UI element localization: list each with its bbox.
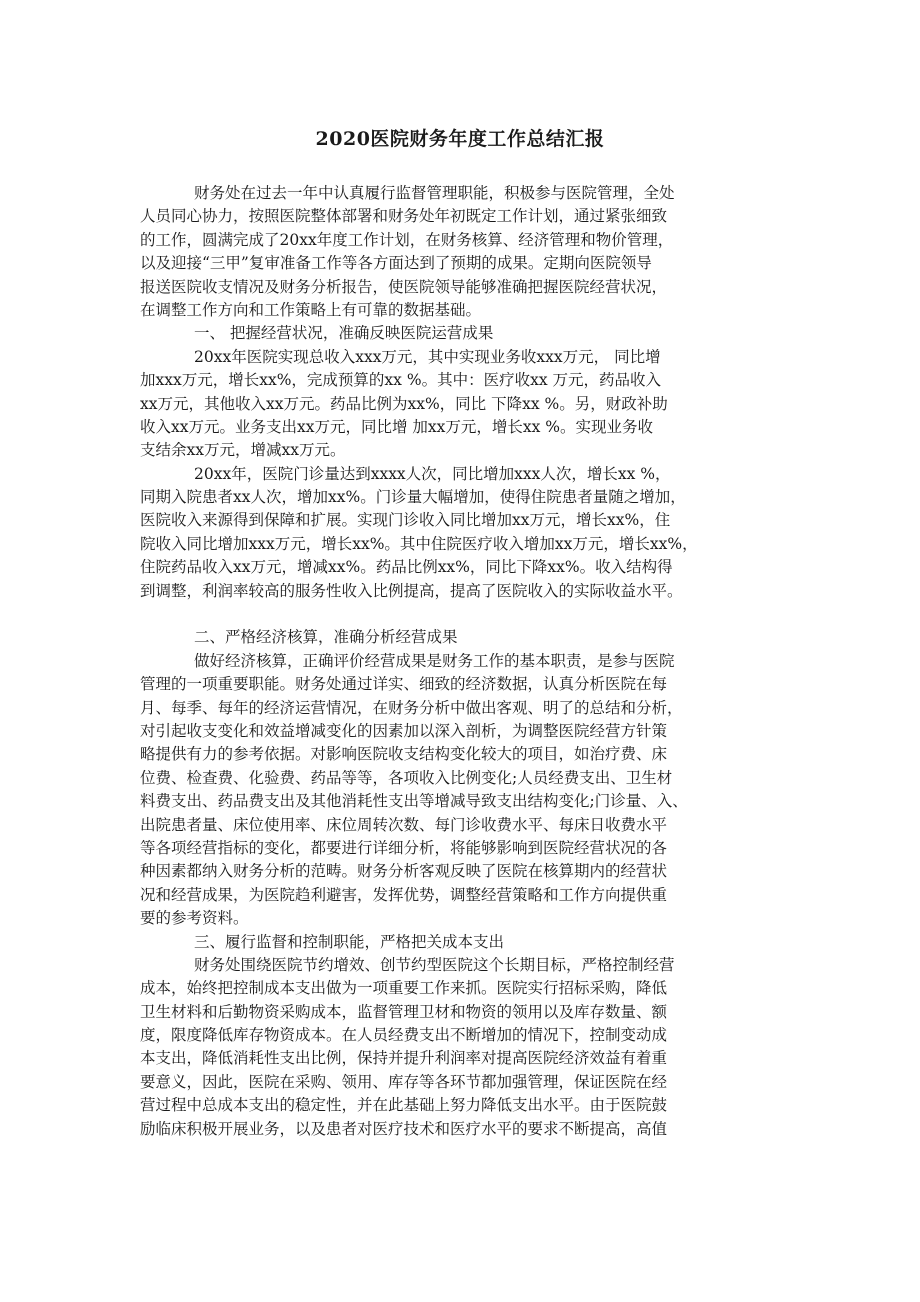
paragraph-line: 出院患者量、床位使用率、床位周转次数、每门诊收费水平、每床日收费水平 <box>140 815 668 834</box>
paragraph-line: 料费支出、药品费支出及其他消耗性支出等增减导致支出结构变化;门诊量、入、 <box>140 792 688 811</box>
paragraph-line: 管理的一项重要职能。财务处通过详实、细致的经济数据，认真分析医院在每 <box>140 675 668 694</box>
paragraph-line <box>140 1141 800 1164</box>
paragraph-line: 人员同心协力，按照医院整体部署和财务处年初既定工作计划，通过紧张细致 <box>140 207 668 226</box>
paragraph-line: 要的参考资料。 <box>140 909 249 928</box>
paragraph-line: 住院药品收入xx万元，增减xx%。药品比例xx%，同比下降xx%。收入结构得 <box>140 558 673 577</box>
paragraph-line: 做好经济核算，正确评价经营成果是财务工作的基本职责，是参与医院 <box>194 651 675 670</box>
paragraph-line: 况和经营成果，为医院趋利避害，发挥优势，调整经营策略和工作方向提供重 <box>140 885 668 904</box>
paragraph-line: 要意义，因此，医院在采购、领用、库存等各环节都加强管理，保证医院在经 <box>140 1072 668 1091</box>
paragraph-line: 略提供有力的参考依据。对影响医院收支结构变化较大的项目，如治疗费、床 <box>140 745 668 764</box>
paragraph-line: 等各项经营指标的变化，都要进行详细分析，将能够影响到医院经营状况的各 <box>140 838 668 857</box>
paragraph-line: 月、每季、每年的经济运营情况，在财务分析中做出客观、明了的总结和分析， <box>140 698 683 717</box>
paragraph-line: 在调整工作方向和工作策略上有可靠的数据基础。 <box>140 300 482 319</box>
paragraph-line: 的工作，圆满完成了20xx年度工作计划，在财务核算、经济管理和物价管理， <box>140 230 674 249</box>
paragraph-line: 卫生材料和后勤物资采购成本，监督管理卫材和物资的领用以及库存数量、额 <box>140 1002 668 1021</box>
paragraph-line: 励临床积极开展业务，以及患者对医疗技术和医疗水平的要求不断提高，高值 <box>140 1119 668 1138</box>
paragraph-line: 位费、检查费、化验费、药品等等，各项收入比例变化;人员经费支出、卫生材 <box>140 768 673 787</box>
paragraph-line: 种因素都纳入财务分析的范畴。财务分析客观反映了医院在核算期内的经营状 <box>140 862 668 881</box>
paragraph-line: 支结余xx万元，增减xx万元。 <box>140 441 346 460</box>
paragraph-line: 加xxx万元，增长xx%，完成预算的xx %。其中：医疗收xx 万元，药品收入 <box>140 371 661 390</box>
paragraph-line: 收入xx万元。业务支出xx万元，同比增 加xx万元，增长xx %。实现业务收 <box>140 417 654 436</box>
page-title: 2020医院财务年度工作总结汇报 <box>315 128 605 150</box>
section-heading: 二、严格经济核算，准确分析经营成果 <box>194 628 458 647</box>
paragraph-line: 20xx年，医院门诊量达到xxxx人次，同比增加xxx人次，增长xx %， <box>194 464 671 483</box>
section-heading: 一、 把握经营状况，准确反映医院运营成果 <box>194 324 494 343</box>
document-body <box>140 182 800 1164</box>
paragraph-line: 财务处在过去一年中认真履行监督管理职能，积极参与医院管理，全处 <box>194 184 675 202</box>
paragraph-line: 院收入同比增加xxx万元，增长xx%。其中住院医疗收入增加xx万元，增长xx%， <box>140 534 698 553</box>
paragraph-line: 营过程中总成本支出的稳定性，并在此基础上努力降低支出水平。由于医院鼓 <box>140 1096 668 1115</box>
paragraph-line: 本支出，降低消耗性支出比例，保持并提升利润率对提高医院经济效益有着重 <box>140 1049 668 1068</box>
paragraph-line: 20xx年医院实现总收入xxx万元，其中实现业务收xxx万元， 同比增 <box>194 347 661 366</box>
paragraph-line: xx万元，其他收入xx万元。药品比例为xx%，同比 下降xx %。另，财政补助 <box>140 394 668 413</box>
paragraph-line: 财务处围绕医院节约增效、创节约型医院这个长期目标，严格控制经营 <box>194 955 675 974</box>
paragraph-line: 成本，始终把控制成本支出做为一项重要工作来抓。医院实行招标采购，降低 <box>140 979 668 998</box>
paragraph-line: 以及迎接“三甲”复审准备工作等各方面达到了预期的成果。定期向医院领导 <box>140 254 652 273</box>
paragraph-line: 同期入院患者xx人次，增加xx%。门诊量大幅增加，使得住院患者量随之增加， <box>140 488 686 507</box>
section-heading: 三、履行监督和控制职能，严格把关成本支出 <box>194 932 505 951</box>
paragraph-line: 医院收入来源得到保障和扩展。实现门诊收入同比增加xx万元，增长xx%，住 <box>140 511 671 530</box>
paragraph-line: 到调整，利润率较高的服务性收入比例提高，提高了医院收入的实际收益水平。 <box>140 581 683 600</box>
paragraph-line: 对引起收支变化和效益增减变化的因素加以深入剖析，为调整医院经营方针策 <box>140 721 668 740</box>
paragraph-line: 报送医院收支情况及财务分析报告，使医院领导能够准确把握医院经营状况， <box>140 277 668 296</box>
paragraph-gap <box>140 603 800 626</box>
paragraph-line: 度，限度降低库存物资成本。在人员经费支出不断增加的情况下，控制变动成 <box>140 1026 668 1045</box>
